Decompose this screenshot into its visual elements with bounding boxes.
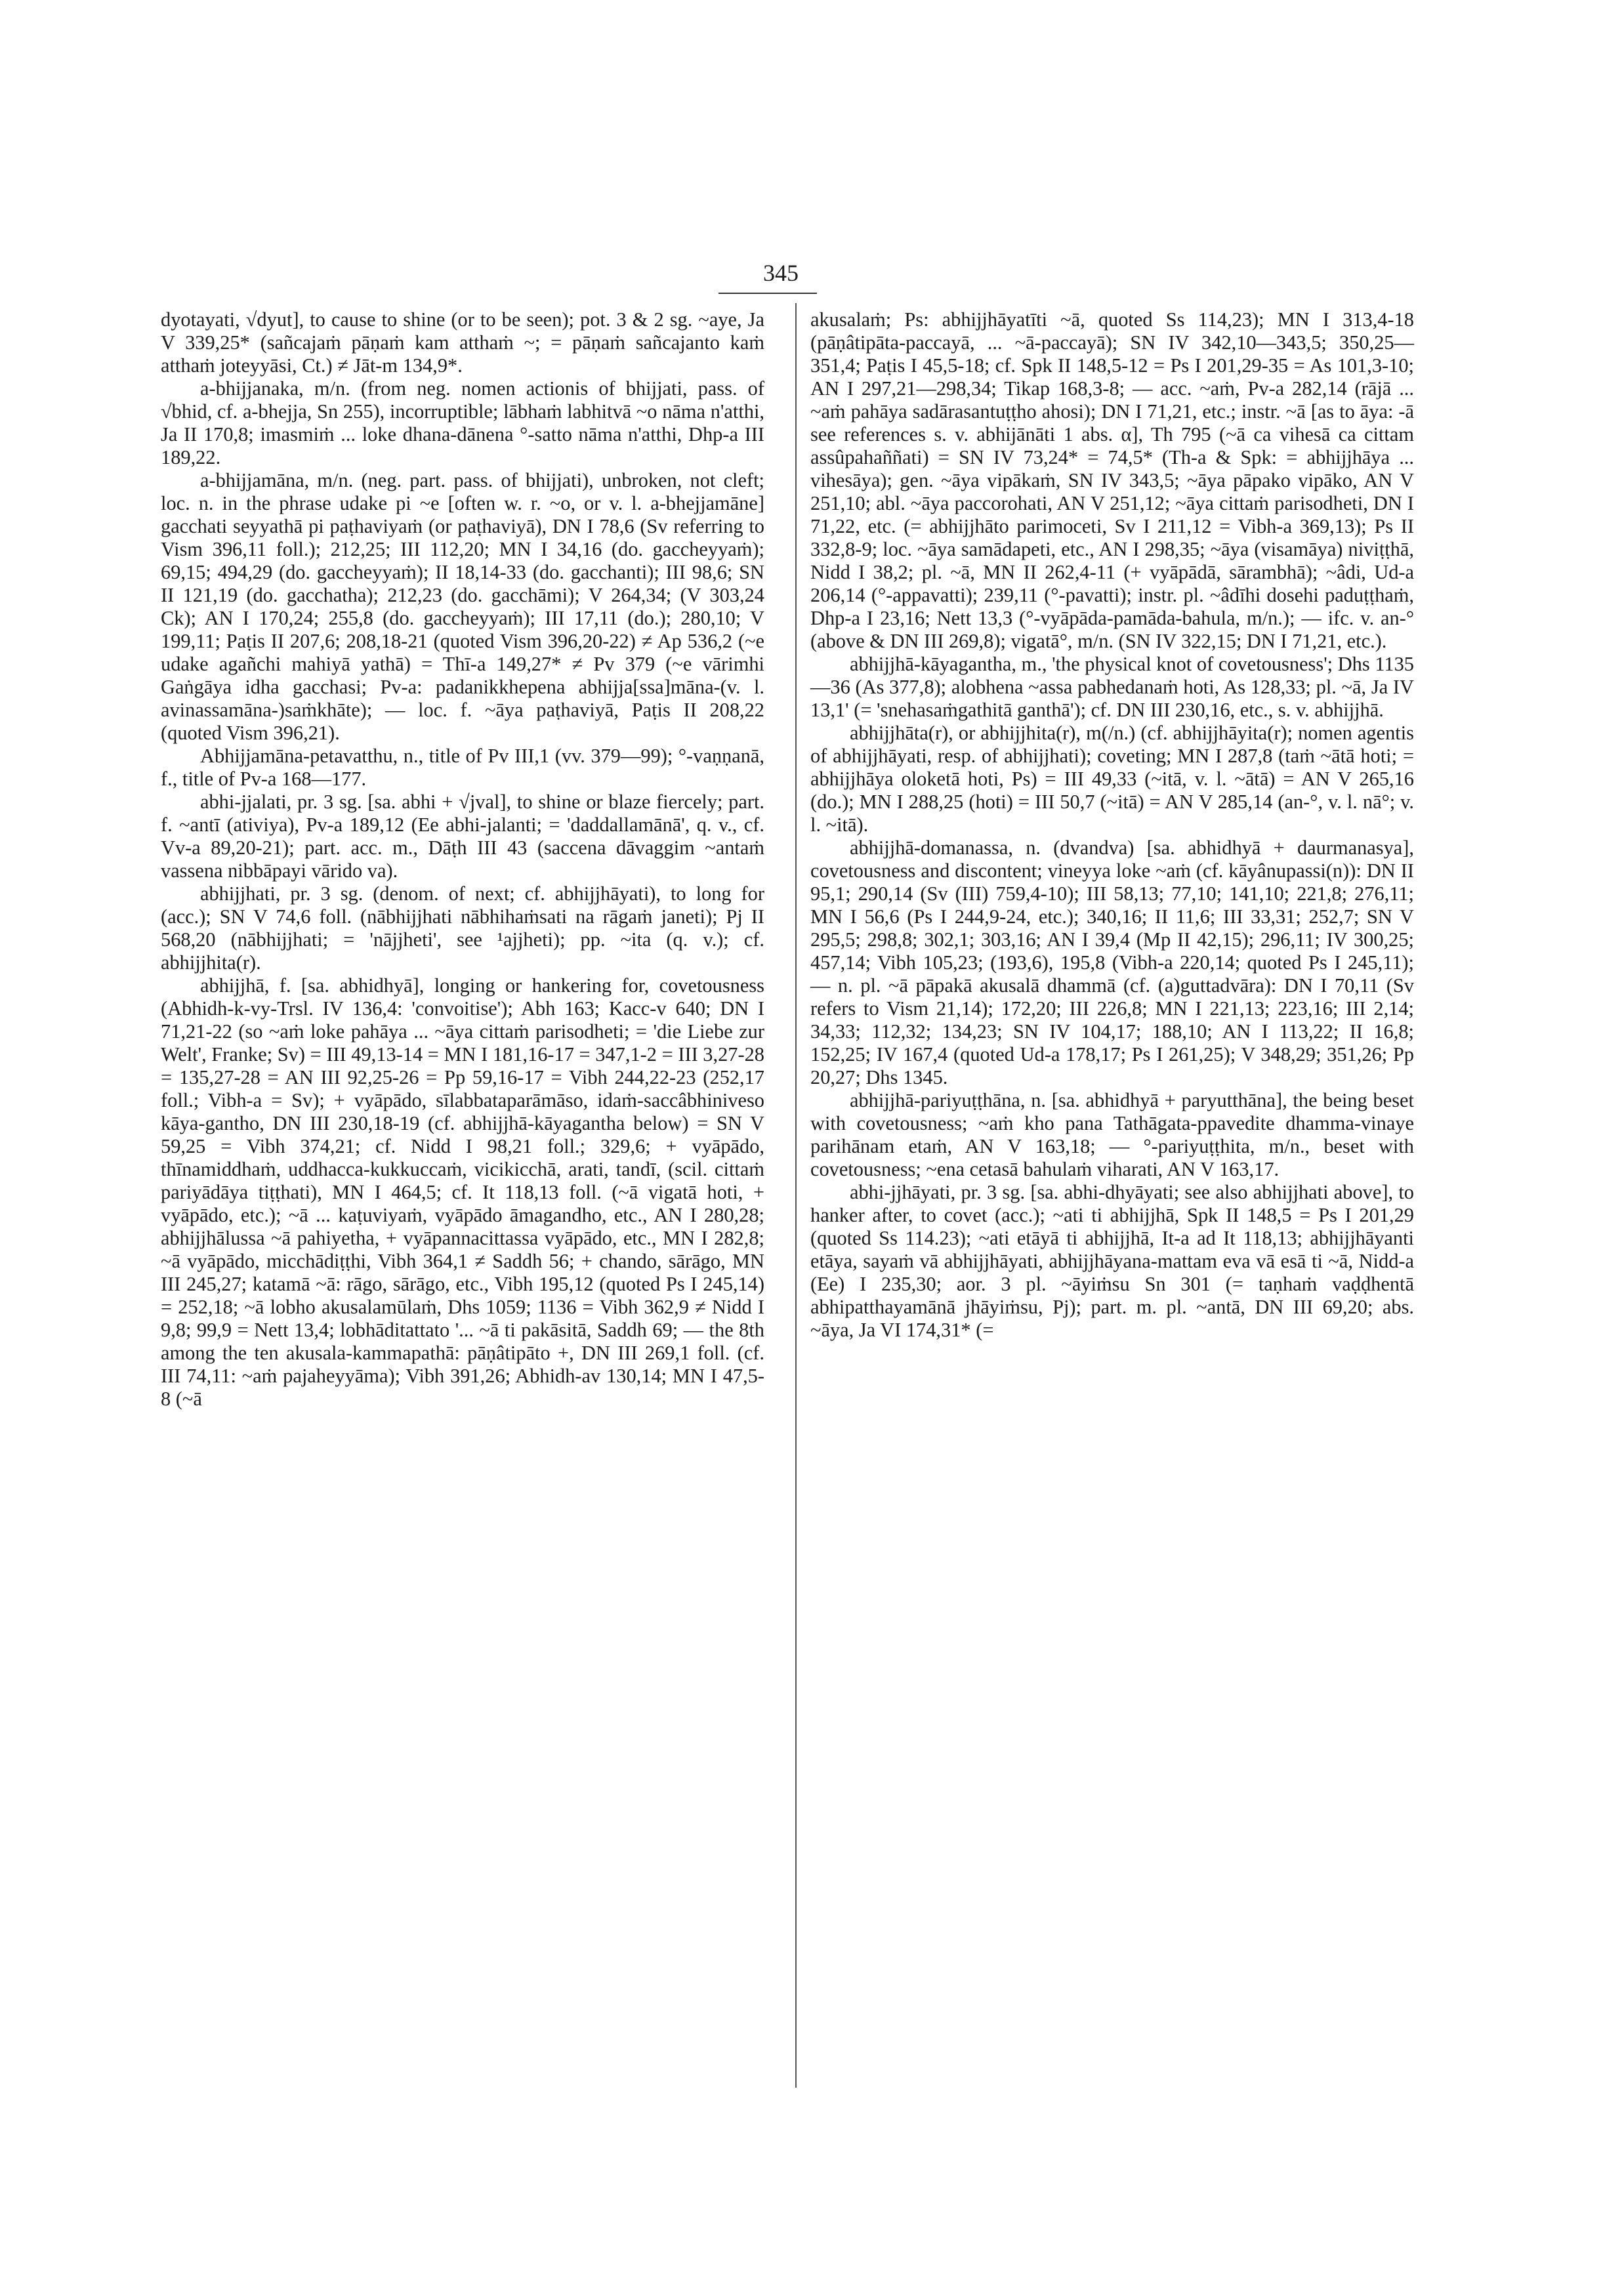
column-divider bbox=[795, 303, 797, 2088]
page-number-rule bbox=[718, 293, 817, 294]
entry-abhijjha-continued: akusalaṁ; Ps: abhijjhāyatīti ~ā, quoted Ss 114,23); MN I 313,4-18 (pāṇâtipāta-paccayā, ... ~ā-paccayā); SN IV 342,10—343,5; 350,25—351,4; Paṭis I 45,5-18; cf. Spk II 148,5-12 = Ps I 201,29-35 = As 101,3-10; AN I 297,21—298,34; Tikap 168,3-8; — acc. ~aṁ, Pv-a 282,14 (rājā ... ~aṁ pahāya sadārasantuṭṭho ahosi); DN I 71,21, etc.; instr. ~ā [as to āya: -ā see references s. v. abhijānāti 1 abs. α], Th 795 (~ā ca vihesā ca cittam assûpahaññati) = SN IV 73,24* = 74,5* (Th-a & Spk: = abhijjhāya ... vihesāya); gen. ~āya vipākaṁ, SN IV 343,5; ~āya pāpako vipāko, AN V 251,10; abl. ~āya paccorohati, AN V 251,12; ~āya cittaṁ parisodheti, DN I 71,22, etc. (= abhijjhāto parimoceti, Sv I 211,12 = Vibh-a 369,13); Ps II 332,8-9; loc. ~āya samādapeti, etc., AN I 298,35; ~āya (visamāya) niviṭṭhā, Nidd I 38,2; pl. ~ā, MN II 262,4-11 (+ vyāpādā, sārambhā); ~âdi, Ud-a 206,14 (°-appavatti); 239,11 (°-pavatti); instr. pl. ~âdīhi dosehi paduṭṭhaṁ, Dhp-a I 23,16; Nett 13,3 (°-vyāpāda-pamāda-bahula, m/n.); — ifc. v. an-° (above & DN III 269,8); vigatā°, m/n. (SN IV 322,15; DN I 71,21, etc.). bbox=[810, 308, 1414, 652]
page-number: 345 bbox=[763, 260, 799, 286]
entry-a-bhijjamana: a-bhijjamāna, m/n. (neg. part. pass. of bhijjati), unbroken, not cleft; loc. n. in the phrase udake pi ~e [often w. r. ~o, or v. l. a-bhejjamāne] gacchati seyyathā pi paṭhaviyaṁ (or paṭhaviyā), DN I 78,6 (Sv referring to Vism 396,11 foll.); 212,25; III 112,20; MN I 34,16 (do. gaccheyyaṁ); 69,15; 494,29 (do. gaccheyyaṁ); II 18,14-33 (do. gacchanti); III 98,6; SN II 121,19 (do. gacchatha); 212,23 (do. gacchāmi); V 264,34; (V 303,24 Ck); AN I 170,24; 255,8 (do. gaccheyyaṁ); III 17,11 (do.); 280,10; V 199,11; Paṭis II 207,6; 208,18-21 (quoted Vism 396,20-22) ≠ Ap 536,2 (~e udake agañchi mahiyā yathā) = Thī-a 149,27* ≠ Pv 379 (~e vārimhi Gaṅgāya idha gacchasi; Pv-a: padanikkhepena abhijja[ssa]māna-(v. l. avinassamāna-)saṁkhāte); — loc. f. ~āya paṭhaviyā, Paṭis II 208,22 (quoted Vism 396,21). bbox=[161, 469, 764, 744]
right-column bbox=[810, 308, 1414, 1342]
entry-abhijjha-kayagantha: abhijjhā-kāyagantha, m., 'the physical knot of covetousness'; Dhs 1135—36 (As 377,8); alobhena ~assa pabhedanaṁ hoti, As 128,33; pl. ~ā, Ja IV 13,1' (= 'snehasaṁgathitā ganthā'); cf. DN III 230,16, etc., s. v. abhijjhā. bbox=[810, 653, 1414, 721]
entry-dyotayati-continued: dyotayati, √dyut], to cause to shine (or to be seen); pot. 3 & 2 sg. ~aye, Ja V 339,25* (sañcajaṁ pāṇaṁ kam atthaṁ ~; = pāṇaṁ sañcajanto kaṁ atthaṁ joteyyāsi, Ct.) ≠ Jāt-m 134,9*. bbox=[161, 308, 764, 377]
entry-abhijjamana-petavatthu: Abhijjamāna-petavatthu, n., title of Pv III,1 (vv. 379—99); °-vaṇṇanā, f., title of Pv-a 168—177. bbox=[161, 745, 764, 790]
entry-abhi-jjalati: abhi-jjalati, pr. 3 sg. [sa. abhi + √jval], to shine or blaze fiercely; part. f. ~antī (ativiya), Pv-a 189,12 (Ee abhi-jalanti; = 'daddallamānā', q. v., cf. Vv-a 89,20-21); part. acc. m., Dāṭh III 43 (saccena dāvaggim ~antaṁ vassena nibbāpayi vārido va). bbox=[161, 791, 764, 882]
entry-abhi-jjhayati: abhi-jjhāyati, pr. 3 sg. [sa. abhi-dhyāyati; see also abhijjhati above], to hanker after, to covet (acc.); ~ati ti abhijjhā, Spk II 148,5 = Ps I 201,29 (quoted Ss 114.23); ~ati etāyā ti abhijjhā, It-a ad It 118,13; abhijjhāyanti etāya, sayaṁ vā abhijjhāyati, abhijjhāyana-mattam eva vā esā ti ~ā, Nidd-a (Ee) I 235,30; aor. 3 pl. ~āyiṁsu Sn 301 (= taṇhaṁ vaḍḍhentā abhipatthayamānā jhāyiṁsu, Pj); part. m. pl. ~antā, DN III 69,20; abs. ~āya, Ja VI 174,31* (= bbox=[810, 1181, 1414, 1341]
entry-abhijjha-pariyutthana: abhijjhā-pariyuṭṭhāna, n. [sa. abhidhyā + paryutthāna], the being beset with covetousness; ~aṁ kho pana Tathāgata-ppavedite dhamma-vinaye parihānam etaṁ, AN V 163,18; — °-pariyuṭṭhita, m/n., beset with covetousness; ~ena cetasā bahulaṁ viharati, AN V 163,17. bbox=[810, 1089, 1414, 1180]
entry-abhijjhatar: abhijjhāta(r), or abhijjhita(r), m(/n.) (cf. abhijjhāyita(r); nomen agentis of abhijjhāyati, resp. of abhijjhati); coveting; MN I 287,8 (taṁ ~ātā hoti; = abhijjhāya oloketā hoti, Ps) = III 49,33 (~itā, v. l. ~ātā) = AN V 265,16 (do.); MN I 288,25 (hoti) = III 50,7 (~itā) = AN V 285,14 (an-°, v. l. nā°; v. l. ~itā). bbox=[810, 722, 1414, 836]
entry-abhijjhati: abhijjhati, pr. 3 sg. (denom. of next; cf. abhijjhāyati), to long for (acc.); SN V 74,6 foll. (nābhijjhati nābhihaṁsati na rāgaṁ janeti); Pj II 568,20 (nābhijjhati; = 'nājjheti', see ¹ajjheti); pp. ~ita (q. v.); cf. abhijjhita(r). bbox=[161, 882, 764, 974]
left-column bbox=[161, 308, 764, 1411]
entry-abhijjha-domanassa: abhijjhā-domanassa, n. (dvandva) [sa. abhidhyā + daurmanasya], covetousness and discontent; vineyya loke ~aṁ (cf. kāyânupassi(n)): DN II 95,1; 290,14 (Sv (III) 759,4-10); III 58,13; 77,10; 141,10; 221,8; 276,11; MN I 56,6 (Ps I 244,9-24, etc.); 340,16; II 11,6; III 33,31; 252,7; SN V 295,5; 298,8; 302,1; 303,16; AN I 39,4 (Mp II 42,15); 296,11; IV 300,25; 457,14; Vibh 105,23; (193,6), 195,8 (Vibh-a 220,14; quoted Ps I 245,11); — n. pl. ~ā pāpakā akusalā dhammā (cf. (a)guttadvāra): DN I 70,11 (Sv refers to Vism 21,14); 172,20; III 226,8; MN I 221,13; 223,16; III 2,14; 34,33; 112,32; 134,23; SN IV 104,17; 188,10; AN I 113,22; II 16,8; 152,25; IV 167,4 (quoted Ud-a 178,17; Ps I 261,25); V 348,29; 351,26; Pp 20,27; Dhs 1345. bbox=[810, 837, 1414, 1088]
entry-abhijjha: abhijjhā, f. [sa. abhidhyā], longing or hankering for, covetousness (Abhidh-k-vy-Trsl. IV 136,4: 'convoitise'); Abh 163; Kacc-v 640; DN I 71,21-22 (so ~aṁ loke pahāya ... ~āya cittaṁ parisodheti; = 'die Liebe zur Welt', Franke; Sv) = III 49,13-14 = MN I 181,16-17 = 347,1-2 = III 3,27-28 = 135,27-28 = AN III 92,25-26 = Pp 59,16-17 = Vibh 244,22-23 (252,17 foll.; Vibh-a = Sv); + vyāpādo, sīlabbataparāmāso, idaṁ-saccâbhiniveso kāya-gantho, DN III 230,18-19 (cf. abhijjhā-kāyagantha below) = SN V 59,25 = Vibh 374,21; cf. Nidd I 98,21 foll.; 329,6; + vyāpādo, thīnamiddhaṁ, uddhacca-kukkuccaṁ, vicikicchā, arati, tandī, (scil. cittaṁ pariyādāya tiṭṭhati), MN I 464,5; cf. It 118,13 foll. (~ā vigatā hoti, + vyāpādo, etc.); ~ā ... kaṭuviyaṁ, vyāpādo āmagandho, etc., AN I 280,28; abhijjhālussa ~ā pahiyetha, + vyāpannacittassa vyāpādo, etc., MN I 282,8; ~ā vyāpādo, micchādiṭṭhi, Vibh 364,1 ≠ Saddh 56; + chando, sārāgo, MN III 245,27; katamā ~ā: rāgo, sārāgo, etc., Vibh 195,12 (quoted Ps I 245,14) = 252,18; ~ā lobho akusalamūlaṁ, Dhs 1059; 1136 = Vibh 362,9 ≠ Nidd I 9,8; 99,9 = Nett 13,4; lobhāditattato '... ~ā ti pakāsitā, Saddh 69; — the 8th among the ten akusala-kammapathā: pāṇâtipāto +, DN III 269,1 foll. (cf. III 74,11: ~aṁ pajaheyyāma); Vibh 391,26; Abhidh-av 130,14; MN I 47,5-8 (~ā bbox=[161, 974, 764, 1410]
entry-a-bhijjanaka: a-bhijjanaka, m/n. (from neg. nomen actionis of bhijjati, pass. of √bhid, cf. a-bhejja, Sn 255), incorruptible; lābhaṁ labhitvā ~o nāma n'atthi, Ja II 170,8; imasmiṁ ... loke dhana-dānena °-satto nāma n'atthi, Dhp-a III 189,22. bbox=[161, 377, 764, 468]
